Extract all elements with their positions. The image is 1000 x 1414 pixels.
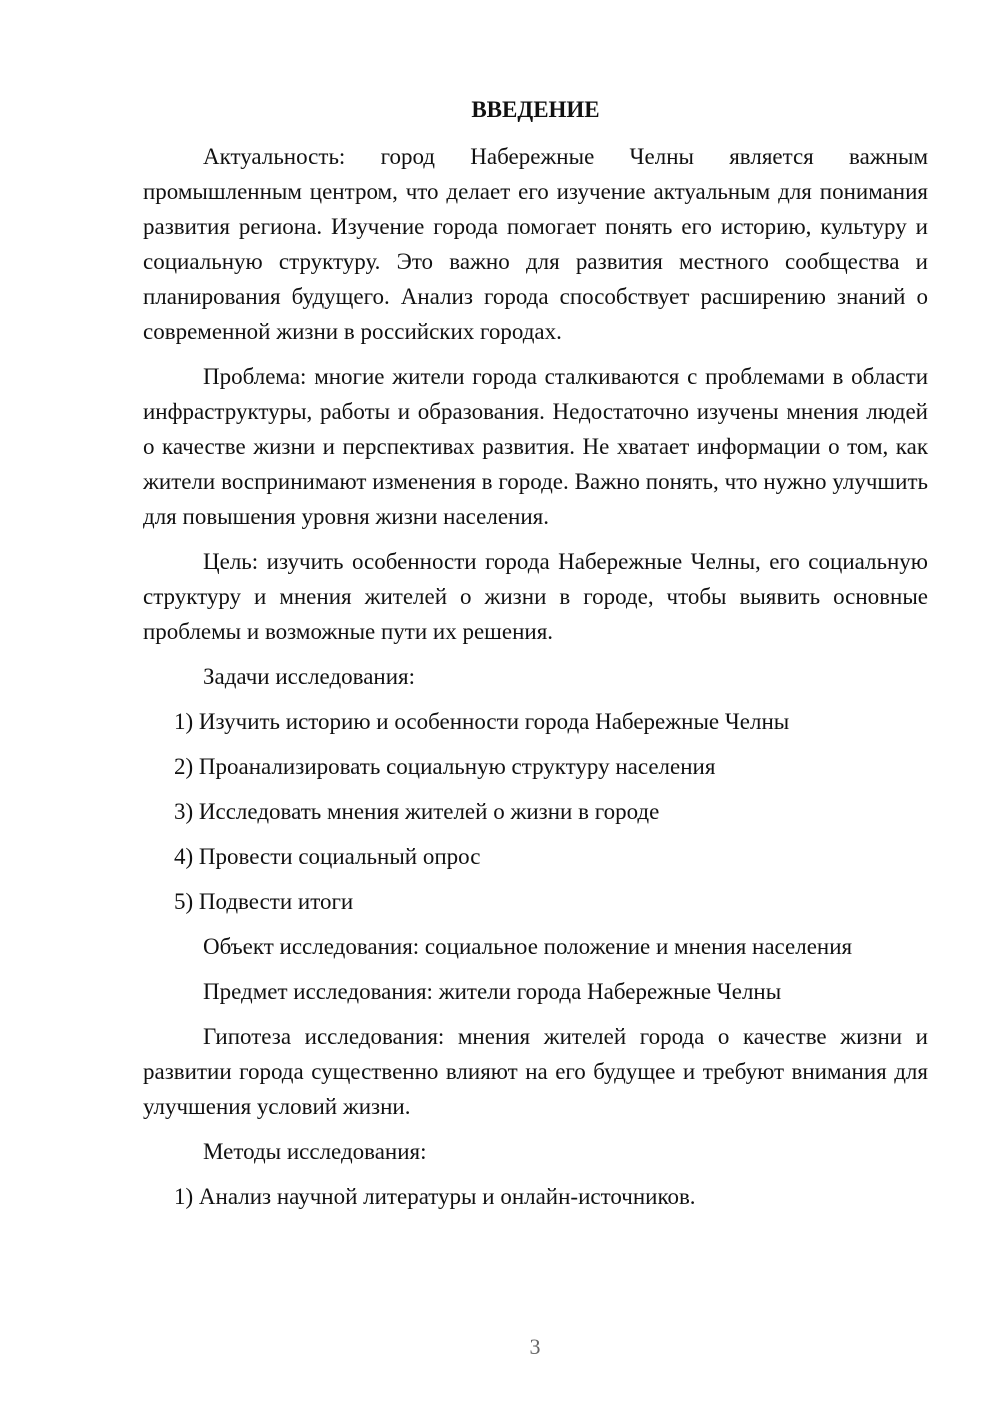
- methods-list: [143, 1179, 928, 1214]
- page-title: ВВЕДЕНИЕ: [471, 97, 600, 122]
- list-item: 3) Исследовать мнения жителей о жизни в городе: [174, 799, 660, 824]
- tasks-heading: Задачи исследования:: [203, 664, 416, 689]
- methods-heading: Методы исследования:: [203, 1139, 427, 1164]
- object-line: Объект исследования: социальное положение и мнения населения: [203, 934, 853, 959]
- problem-paragraph: Проблема: многие жители города сталкиваются с проблемами в области инфраструктуры, работы и образования. Недостаточно изучены мнения людей о качестве жизни и перспективах развития. Не хватает информации о том, как жители воспринимают изменения в городе. Важно понять, что нужно улучшить для повышения уровня жизни населения.: [143, 364, 928, 529]
- hypothesis-paragraph: Гипотеза исследования: мнения жителей города о качестве жизни и развитии города существенно влияют на его будущее и требуют внимания для улучшения условий жизни.: [143, 1024, 928, 1119]
- list-item: 1) Изучить историю и особенности города Набережные Челны: [174, 709, 790, 734]
- page-content: [143, 92, 928, 1224]
- relevance-paragraph: Актуальность: город Набережные Челны является важным промышленным центром, что делает его изучение актуальным для понимания развития региона. Изучение города помогает понять его историю, культуру и социальную структуру. Это важно для развития местного сообщества и планирования будущего. Анализ города способствует расширению знаний о современной жизни в российских городах.: [143, 144, 928, 344]
- goal-paragraph: Цель: изучить особенности города Набережные Челны, его социальную структуру и мнения жителей о жизни в городе, чтобы выявить основные проблемы и возможные пути их решения.: [143, 549, 928, 644]
- tasks-list: [143, 704, 928, 919]
- subject-line: Предмет исследования: жители города Набережные Челны: [203, 979, 782, 1004]
- list-item: 2) Проанализировать социальную структуру населения: [174, 754, 716, 779]
- list-item: 5) Подвести итоги: [174, 889, 354, 914]
- list-item: 4) Провести социальный опрос: [174, 844, 481, 869]
- list-item: 1) Анализ научной литературы и онлайн-источников.: [174, 1184, 696, 1209]
- page-number: 3: [529, 1334, 541, 1359]
